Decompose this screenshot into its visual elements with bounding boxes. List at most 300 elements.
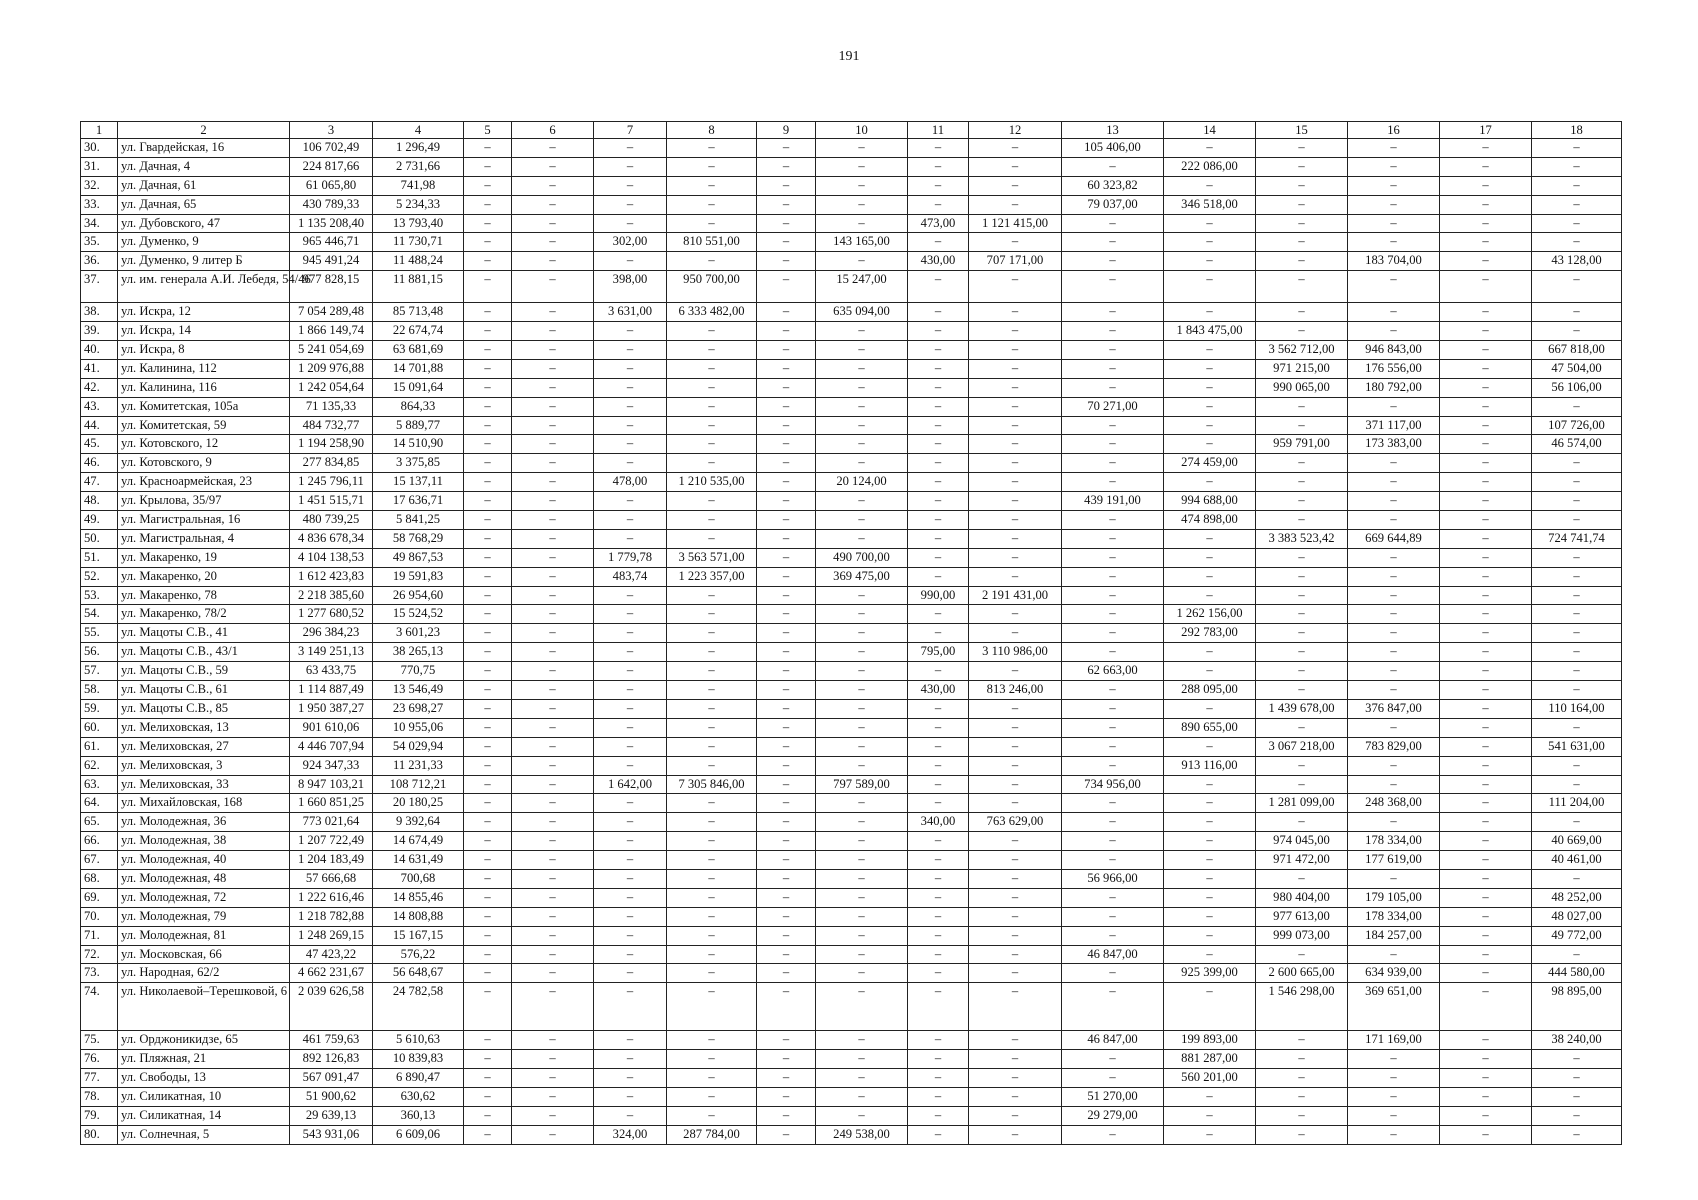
value-cell: – — [757, 1087, 816, 1106]
table-row — [81, 214, 1622, 233]
value-cell: – — [816, 586, 908, 605]
address-cell: ул. Молодежная, 36 — [118, 813, 290, 832]
value-cell: – — [908, 964, 969, 983]
value-cell: 473,00 — [908, 214, 969, 233]
value-cell: – — [908, 195, 969, 214]
value-cell: – — [1062, 157, 1164, 176]
row-number: 64. — [81, 794, 118, 813]
value-cell: 274 459,00 — [1164, 454, 1256, 473]
value-cell: 60 323,82 — [1062, 176, 1164, 195]
value-cell: – — [464, 1031, 512, 1050]
value-cell: – — [1062, 359, 1164, 378]
row-number: 33. — [81, 195, 118, 214]
table-row — [81, 888, 1622, 907]
value-cell: – — [1164, 416, 1256, 435]
row-number: 68. — [81, 869, 118, 888]
value-cell: – — [757, 718, 816, 737]
value-cell: 177 619,00 — [1348, 851, 1440, 870]
value-cell: 38 265,13 — [373, 643, 464, 662]
value-cell: 3 375,85 — [373, 454, 464, 473]
value-cell: – — [512, 492, 594, 511]
value-cell: – — [1440, 756, 1532, 775]
value-cell: 1 277 680,52 — [290, 605, 373, 624]
value-cell: – — [1440, 529, 1532, 548]
value-cell: 3 149 251,13 — [290, 643, 373, 662]
value-cell: 974 045,00 — [1256, 832, 1348, 851]
address-cell: ул. Мацоты С.В., 61 — [118, 681, 290, 700]
value-cell: – — [969, 359, 1062, 378]
value-cell: – — [757, 1031, 816, 1050]
value-cell: – — [908, 233, 969, 252]
table-row — [81, 1031, 1622, 1050]
value-cell: 1 135 208,40 — [290, 214, 373, 233]
address-cell: ул. Михайловская, 168 — [118, 794, 290, 813]
value-cell: – — [1440, 605, 1532, 624]
value-cell: – — [816, 416, 908, 435]
value-cell: 483,74 — [594, 567, 667, 586]
value-cell: – — [464, 681, 512, 700]
value-cell: – — [1062, 511, 1164, 530]
row-number: 49. — [81, 511, 118, 530]
value-cell: 1 866 149,74 — [290, 322, 373, 341]
value-cell: – — [1532, 775, 1622, 794]
value-cell: – — [816, 511, 908, 530]
value-cell: – — [969, 341, 1062, 360]
value-cell: – — [1532, 1050, 1622, 1069]
value-cell: 38 240,00 — [1532, 1031, 1622, 1050]
value-cell: – — [1440, 624, 1532, 643]
value-cell: – — [667, 737, 757, 756]
value-cell: – — [667, 195, 757, 214]
value-cell: – — [969, 416, 1062, 435]
value-cell: – — [667, 756, 757, 775]
row-number: 66. — [81, 832, 118, 851]
value-cell: 14 510,90 — [373, 435, 464, 454]
column-header: 14 — [1164, 122, 1256, 139]
column-header: 18 — [1532, 122, 1622, 139]
value-cell: – — [1440, 567, 1532, 586]
value-cell: – — [512, 1125, 594, 1144]
value-cell: 49 867,53 — [373, 548, 464, 567]
value-cell: 29 279,00 — [1062, 1106, 1164, 1125]
value-cell: – — [594, 643, 667, 662]
table-row — [81, 397, 1622, 416]
value-cell: 770,75 — [373, 662, 464, 681]
value-cell: – — [464, 473, 512, 492]
value-cell: – — [816, 983, 908, 1031]
value-cell: 480 739,25 — [290, 511, 373, 530]
value-cell: – — [816, 1087, 908, 1106]
value-cell: – — [1348, 511, 1440, 530]
column-header: 5 — [464, 122, 512, 139]
value-cell: 890 655,00 — [1164, 718, 1256, 737]
value-cell: – — [512, 567, 594, 586]
value-cell: – — [1256, 1087, 1348, 1106]
value-cell: – — [594, 1106, 667, 1125]
value-cell: – — [908, 888, 969, 907]
value-cell: – — [1348, 567, 1440, 586]
value-cell: 26 954,60 — [373, 586, 464, 605]
value-cell: 56 648,67 — [373, 964, 464, 983]
value-cell: – — [512, 139, 594, 158]
value-cell: 4 104 138,53 — [290, 548, 373, 567]
row-number: 56. — [81, 643, 118, 662]
value-cell: – — [1256, 195, 1348, 214]
value-cell: – — [969, 511, 1062, 530]
value-cell: – — [908, 624, 969, 643]
value-cell: – — [816, 214, 908, 233]
value-cell: 959 791,00 — [1256, 435, 1348, 454]
table-row — [81, 662, 1622, 681]
value-cell: – — [1440, 1106, 1532, 1125]
value-cell: – — [757, 176, 816, 195]
row-number: 47. — [81, 473, 118, 492]
value-cell: – — [464, 605, 512, 624]
address-cell: ул. Силикатная, 10 — [118, 1087, 290, 1106]
address-cell: ул. Красноармейская, 23 — [118, 473, 290, 492]
value-cell: – — [757, 756, 816, 775]
value-cell: 11 881,15 — [373, 271, 464, 303]
value-cell: – — [594, 718, 667, 737]
value-cell: – — [1164, 699, 1256, 718]
value-cell: – — [757, 195, 816, 214]
column-header: 7 — [594, 122, 667, 139]
value-cell: – — [464, 983, 512, 1031]
value-cell: 1 114 887,49 — [290, 681, 373, 700]
value-cell: 813 246,00 — [969, 681, 1062, 700]
value-cell: – — [1440, 252, 1532, 271]
value-cell: – — [1062, 1125, 1164, 1144]
value-cell: – — [1062, 605, 1164, 624]
value-cell: – — [667, 586, 757, 605]
value-cell: – — [1440, 271, 1532, 303]
value-cell: 1 222 616,46 — [290, 888, 373, 907]
address-cell: ул. Мацоты С.В., 43/1 — [118, 643, 290, 662]
value-cell: – — [667, 851, 757, 870]
row-number: 42. — [81, 378, 118, 397]
row-number: 37. — [81, 271, 118, 303]
value-cell: – — [1256, 271, 1348, 303]
value-cell: – — [464, 529, 512, 548]
value-cell: – — [1062, 1069, 1164, 1088]
table-row — [81, 567, 1622, 586]
value-cell: – — [594, 624, 667, 643]
value-cell: – — [464, 699, 512, 718]
table-row — [81, 1125, 1622, 1144]
value-cell: – — [969, 139, 1062, 158]
value-cell: 4 446 707,94 — [290, 737, 373, 756]
value-cell: – — [757, 378, 816, 397]
value-cell: – — [464, 359, 512, 378]
value-cell: – — [594, 359, 667, 378]
row-number: 48. — [81, 492, 118, 511]
value-cell: – — [1164, 1106, 1256, 1125]
value-cell: – — [908, 605, 969, 624]
value-cell: 1 218 782,88 — [290, 907, 373, 926]
value-cell: – — [1440, 718, 1532, 737]
value-cell: 3 563 571,00 — [667, 548, 757, 567]
value-cell: – — [512, 1069, 594, 1088]
value-cell: 63 681,69 — [373, 341, 464, 360]
table-row — [81, 176, 1622, 195]
value-cell: – — [1440, 397, 1532, 416]
value-cell: – — [1256, 643, 1348, 662]
value-cell: 1 262 156,00 — [1164, 605, 1256, 624]
value-cell: – — [908, 454, 969, 473]
value-cell: 23 698,27 — [373, 699, 464, 718]
address-cell: ул. Молодежная, 72 — [118, 888, 290, 907]
value-cell: 2 191 431,00 — [969, 586, 1062, 605]
value-cell: – — [512, 624, 594, 643]
value-cell: – — [1256, 492, 1348, 511]
value-cell: – — [816, 624, 908, 643]
value-cell: – — [1062, 271, 1164, 303]
row-number: 78. — [81, 1087, 118, 1106]
value-cell: – — [667, 435, 757, 454]
value-cell: – — [667, 907, 757, 926]
value-cell: – — [594, 1031, 667, 1050]
value-cell: – — [1348, 945, 1440, 964]
value-cell: – — [1164, 435, 1256, 454]
value-cell: – — [667, 662, 757, 681]
value-cell: – — [757, 832, 816, 851]
value-cell: – — [816, 139, 908, 158]
value-cell: – — [594, 511, 667, 530]
value-cell: – — [667, 945, 757, 964]
value-cell: – — [464, 851, 512, 870]
value-cell: 913 116,00 — [1164, 756, 1256, 775]
value-cell: – — [757, 233, 816, 252]
table-row — [81, 699, 1622, 718]
value-cell: 1 546 298,00 — [1256, 983, 1348, 1031]
value-cell: – — [667, 359, 757, 378]
value-cell: – — [667, 397, 757, 416]
value-cell: – — [816, 832, 908, 851]
value-cell: – — [1164, 775, 1256, 794]
value-cell: – — [1440, 548, 1532, 567]
value-cell: – — [512, 851, 594, 870]
value-cell: 70 271,00 — [1062, 397, 1164, 416]
value-cell: – — [1348, 233, 1440, 252]
value-cell: – — [816, 529, 908, 548]
table-row — [81, 851, 1622, 870]
value-cell: – — [667, 888, 757, 907]
value-cell: 763 629,00 — [969, 813, 1062, 832]
value-cell: 990 065,00 — [1256, 378, 1348, 397]
value-cell: – — [908, 1031, 969, 1050]
value-cell: 369 475,00 — [816, 567, 908, 586]
value-cell: – — [1164, 1087, 1256, 1106]
value-cell: – — [1348, 813, 1440, 832]
value-cell: – — [1164, 888, 1256, 907]
table-row — [81, 869, 1622, 888]
value-cell: – — [512, 1050, 594, 1069]
address-cell: ул. Дубовского, 47 — [118, 214, 290, 233]
value-cell: 14 701,88 — [373, 359, 464, 378]
data-table — [80, 121, 1622, 1145]
address-cell: ул. Макаренко, 19 — [118, 548, 290, 567]
value-cell: – — [594, 195, 667, 214]
value-cell: 46 574,00 — [1532, 435, 1622, 454]
value-cell: – — [464, 813, 512, 832]
value-cell: – — [969, 869, 1062, 888]
value-cell: – — [1348, 157, 1440, 176]
value-cell: – — [667, 813, 757, 832]
value-cell: – — [667, 681, 757, 700]
value-cell: – — [1348, 1087, 1440, 1106]
value-cell: – — [1348, 195, 1440, 214]
value-cell: – — [969, 832, 1062, 851]
address-cell: ул. Мацоты С.В., 59 — [118, 662, 290, 681]
value-cell: – — [816, 435, 908, 454]
value-cell: – — [1440, 416, 1532, 435]
value-cell: – — [464, 756, 512, 775]
address-cell: ул. Мелиховская, 13 — [118, 718, 290, 737]
value-cell: – — [757, 1069, 816, 1088]
value-cell: 9 392,64 — [373, 813, 464, 832]
value-cell: – — [757, 322, 816, 341]
value-cell: 734 956,00 — [1062, 775, 1164, 794]
value-cell: – — [816, 1031, 908, 1050]
value-cell: – — [1256, 775, 1348, 794]
value-cell: 430,00 — [908, 681, 969, 700]
value-cell: 439 191,00 — [1062, 492, 1164, 511]
value-cell: – — [908, 1087, 969, 1106]
value-cell: – — [1164, 378, 1256, 397]
value-cell: – — [1440, 699, 1532, 718]
value-cell: – — [908, 662, 969, 681]
value-cell: 249 538,00 — [816, 1125, 908, 1144]
address-cell: ул. Думенко, 9 — [118, 233, 290, 252]
value-cell: – — [1440, 511, 1532, 530]
value-cell: – — [1440, 643, 1532, 662]
value-cell: – — [908, 567, 969, 586]
value-cell: – — [1532, 492, 1622, 511]
value-cell: 277 834,85 — [290, 454, 373, 473]
table-row — [81, 303, 1622, 322]
value-cell: – — [464, 416, 512, 435]
value-cell: – — [1164, 643, 1256, 662]
value-cell: – — [1532, 1069, 1622, 1088]
value-cell: – — [1348, 492, 1440, 511]
value-cell: 3 601,23 — [373, 624, 464, 643]
value-cell: 222 086,00 — [1164, 157, 1256, 176]
value-cell: – — [1256, 157, 1348, 176]
value-cell: 977 828,15 — [290, 271, 373, 303]
value-cell: 1 248 269,15 — [290, 926, 373, 945]
value-cell: – — [594, 1087, 667, 1106]
value-cell: – — [1440, 945, 1532, 964]
value-cell: – — [1348, 271, 1440, 303]
value-cell: 541 631,00 — [1532, 737, 1622, 756]
row-number: 50. — [81, 529, 118, 548]
value-cell: 1 843 475,00 — [1164, 322, 1256, 341]
value-cell: – — [1062, 907, 1164, 926]
value-cell: – — [1256, 605, 1348, 624]
value-cell: – — [512, 1106, 594, 1125]
value-cell: 180 792,00 — [1348, 378, 1440, 397]
value-cell: – — [1348, 869, 1440, 888]
value-cell: – — [667, 529, 757, 548]
value-cell: – — [1062, 454, 1164, 473]
value-cell: 950 700,00 — [667, 271, 757, 303]
value-cell: – — [464, 435, 512, 454]
value-cell: – — [1348, 548, 1440, 567]
value-cell: 669 644,89 — [1348, 529, 1440, 548]
value-cell: – — [757, 851, 816, 870]
table-row — [81, 1106, 1622, 1125]
value-cell: – — [512, 435, 594, 454]
value-cell: – — [594, 907, 667, 926]
value-cell: 287 784,00 — [667, 1125, 757, 1144]
value-cell: – — [1532, 511, 1622, 530]
row-number: 60. — [81, 718, 118, 737]
value-cell: – — [908, 945, 969, 964]
value-cell: – — [816, 907, 908, 926]
value-cell: – — [908, 341, 969, 360]
row-number: 41. — [81, 359, 118, 378]
value-cell: – — [908, 378, 969, 397]
value-cell: – — [1164, 586, 1256, 605]
value-cell: – — [667, 624, 757, 643]
value-cell: – — [1164, 473, 1256, 492]
value-cell: – — [667, 964, 757, 983]
value-cell: – — [1348, 214, 1440, 233]
value-cell: – — [1062, 699, 1164, 718]
value-cell: – — [1440, 775, 1532, 794]
value-cell: 24 782,58 — [373, 983, 464, 1031]
value-cell: 288 095,00 — [1164, 681, 1256, 700]
value-cell: – — [757, 139, 816, 158]
value-cell: – — [594, 945, 667, 964]
row-number: 55. — [81, 624, 118, 643]
row-number: 44. — [81, 416, 118, 435]
value-cell: 62 663,00 — [1062, 662, 1164, 681]
row-number: 52. — [81, 567, 118, 586]
value-cell: – — [464, 492, 512, 511]
value-cell: – — [908, 775, 969, 794]
value-cell: – — [594, 832, 667, 851]
value-cell: 667 818,00 — [1532, 341, 1622, 360]
value-cell: – — [594, 662, 667, 681]
column-header: 12 — [969, 122, 1062, 139]
value-cell: – — [464, 195, 512, 214]
value-cell: – — [1440, 176, 1532, 195]
address-cell: ул. Комитетская, 59 — [118, 416, 290, 435]
value-cell: – — [757, 157, 816, 176]
value-cell: 461 759,63 — [290, 1031, 373, 1050]
value-cell: – — [464, 157, 512, 176]
table-row — [81, 157, 1622, 176]
value-cell: – — [667, 157, 757, 176]
value-cell: 10 955,06 — [373, 718, 464, 737]
value-cell: – — [512, 907, 594, 926]
row-number: 31. — [81, 157, 118, 176]
value-cell: – — [1440, 813, 1532, 832]
value-cell: – — [1532, 214, 1622, 233]
address-cell: ул. Магистральная, 4 — [118, 529, 290, 548]
value-cell: – — [908, 1125, 969, 1144]
value-cell: – — [908, 139, 969, 158]
row-number: 74. — [81, 983, 118, 1031]
value-cell: 5 234,33 — [373, 195, 464, 214]
value-cell: – — [1532, 1125, 1622, 1144]
value-cell: – — [512, 775, 594, 794]
value-cell: 543 931,06 — [290, 1125, 373, 1144]
value-cell: – — [1532, 473, 1622, 492]
value-cell: – — [512, 1087, 594, 1106]
value-cell: 965 446,71 — [290, 233, 373, 252]
